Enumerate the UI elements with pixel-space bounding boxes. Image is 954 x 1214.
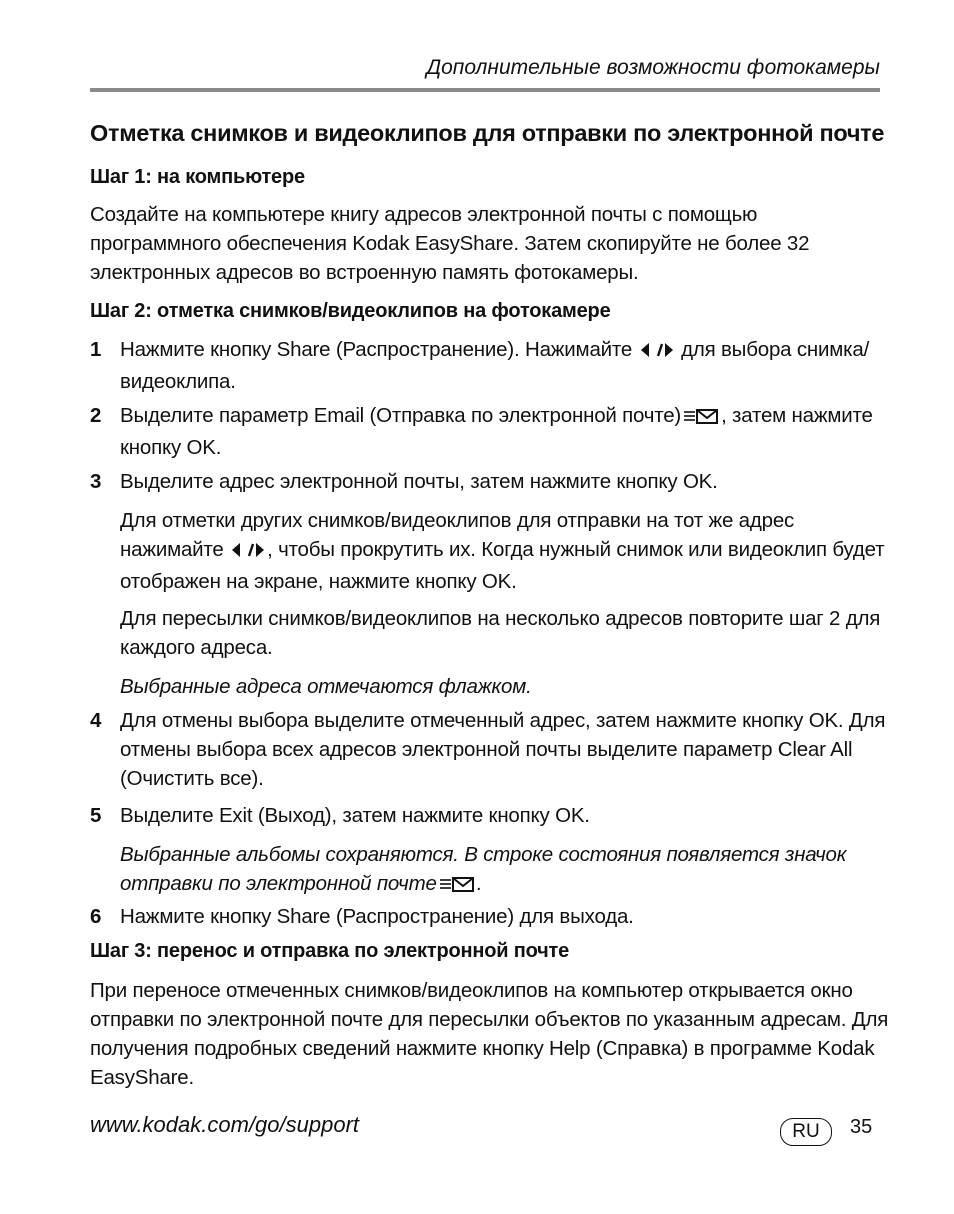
note-text: , чтобы прокрутить их. Когда нужный снимок или видеоклип будет отображен на экране, нажмите кнопку OK.	[120, 538, 885, 593]
item-number: 6	[90, 905, 102, 928]
item-number: 3	[90, 470, 102, 493]
item-text: Для отмены выбора выделите отмеченный адрес, затем нажмите кнопку OK. Для отмены выбора всех адресов электронной почты выделите параметр Clear All (Очистить все).	[120, 709, 886, 790]
item-text: Выделите адрес электронной почты, затем нажмите кнопку OK.	[120, 470, 718, 493]
item-text: Нажмите кнопку Share (Распространение) для выхода.	[120, 905, 634, 928]
list-item-1	[90, 335, 890, 396]
list-item-5	[90, 801, 890, 830]
item-text: , затем нажмите кнопку OK.	[120, 404, 873, 459]
email-icon	[683, 404, 719, 433]
step1-text: Создайте на компьютере книгу адресов электронной почты с помощью программного обеспечения Kodak EasyShare. Затем скопируйте не более 32 электронных адресов во встроенную память фотокамеры.	[90, 203, 810, 284]
note-text: Выбранные альбомы сохраняются. В строке состояния появляется значок отправки по электронной почте	[120, 843, 847, 895]
step3-text: При переносе отмеченных снимков/видеоклипов на компьютер открывается окно отправки по электронной почте для пересылки объектов по указанным адресам. Для получения подробных сведений нажмите кнопку Help (Справка) в программе Kodak EasyShare.	[90, 979, 889, 1089]
note-3c: Выбранные адреса отмечаются флажком.	[120, 675, 532, 698]
step1-heading: Шаг 1: на компьютере	[90, 166, 305, 188]
left-right-arrows-icon	[640, 338, 674, 367]
item-text: Нажмите кнопку Share (Распространение). Нажимайте	[120, 338, 633, 361]
item-number: 5	[90, 804, 102, 827]
list-item-2	[90, 401, 890, 462]
item-text: для выбора снимка/видеоклипа.	[120, 338, 870, 393]
item-text: Выделите Exit (Выход), затем нажмите кнопку OK.	[120, 804, 590, 827]
note-text: .	[476, 872, 483, 895]
language-badge: RU	[780, 1118, 832, 1146]
step2-heading: Шаг 2: отметка снимков/видеоклипов на фотокамере	[90, 300, 611, 322]
header-rule	[90, 88, 880, 92]
note-3a	[120, 506, 890, 596]
support-link[interactable]: www.kodak.com/go/support	[90, 1112, 360, 1137]
note-3b: Для пересылки снимков/видеоклипов на несколько адресов повторите шаг 2 для каждого адреса.	[120, 607, 881, 659]
list-item-6	[90, 902, 890, 931]
note-5	[120, 840, 890, 901]
left-right-arrows-icon	[231, 538, 265, 567]
note-text: Для отметки других снимков/видеоклипов для отправки на тот же адрес нажимайте	[120, 509, 795, 561]
email-icon	[439, 872, 475, 901]
page-title: Отметка снимков и видеоклипов для отправки по электронной почте	[90, 120, 885, 146]
list-item-4	[90, 706, 890, 793]
item-text: Выделите параметр Email (Отправка по электронной почте)	[120, 404, 682, 427]
item-number: 4	[90, 709, 102, 732]
running-header: Дополнительные возможности фотокамеры	[426, 56, 880, 79]
page-number: 35	[850, 1116, 873, 1138]
step3-heading: Шаг 3: перенос и отправка по электронной почте	[90, 940, 570, 962]
item-number: 1	[90, 338, 102, 361]
item-number: 2	[90, 404, 102, 427]
list-item-3	[90, 467, 890, 496]
